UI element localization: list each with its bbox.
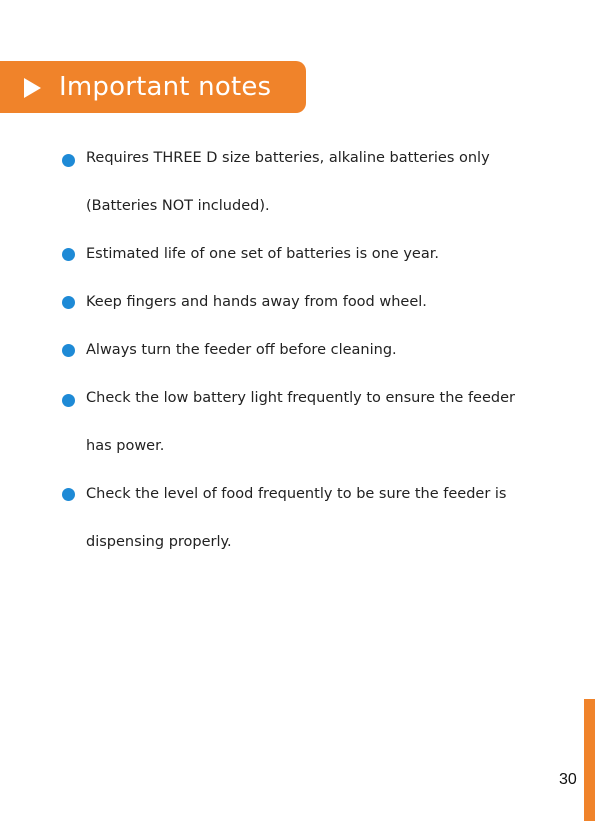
note-line: Keep fingers and hands away from food wheel. <box>86 294 427 310</box>
section-header-banner <box>0 61 306 113</box>
section-title: Important notes <box>59 72 272 102</box>
page-edge-tab <box>584 699 595 821</box>
bullet-dot-icon <box>62 488 75 501</box>
note-line: Requires THREE D size batteries, alkaline batteries only <box>86 150 490 166</box>
bullet-dot-icon <box>62 296 75 309</box>
bullet-dot-icon <box>62 394 75 407</box>
note-line: Always turn the feeder off before cleaning. <box>86 342 397 358</box>
note-line: Estimated life of one set of batteries is one year. <box>86 246 439 262</box>
bullet-dot-icon <box>62 154 75 167</box>
play-triangle-icon <box>24 78 41 98</box>
bullet-dot-icon <box>62 344 75 357</box>
note-line: Check the low battery light frequently to ensure the feeder <box>86 390 515 406</box>
note-line: has power. <box>86 438 165 454</box>
note-line: (Batteries NOT included). <box>86 198 270 214</box>
page-number: 30 <box>559 771 577 788</box>
note-line: Check the level of food frequently to be sure the feeder is <box>86 486 507 502</box>
note-line: dispensing properly. <box>86 534 232 550</box>
bullet-dot-icon <box>62 248 75 261</box>
